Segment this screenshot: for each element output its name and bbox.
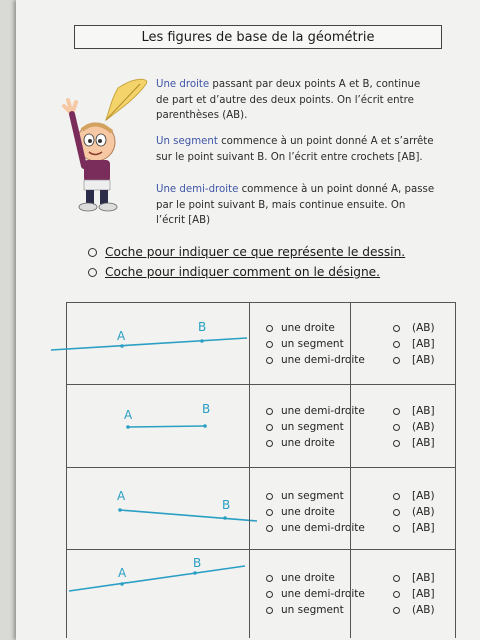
figure-options <box>252 488 365 536</box>
definition-demi-droite <box>156 182 436 229</box>
checkbox-circle-icon[interactable] <box>266 341 273 348</box>
checkbox-circle-icon[interactable] <box>393 440 400 447</box>
option-checkbox[interactable]: une droite <box>252 570 348 586</box>
figure-droite-drawing <box>67 303 249 384</box>
notation-checkbox[interactable]: [AB] <box>353 403 453 419</box>
column-divider <box>249 303 250 638</box>
figure-options <box>252 320 365 368</box>
option-checkbox[interactable]: une droite <box>252 435 348 451</box>
point-b-label: B <box>222 498 231 512</box>
checkbox-circle-icon[interactable] <box>393 509 400 516</box>
notation-checkbox[interactable]: (AB) <box>353 419 453 435</box>
checkbox-circle-icon[interactable] <box>266 440 273 447</box>
table-row <box>67 550 455 638</box>
checkbox-circle-icon[interactable] <box>266 424 273 431</box>
point-b-label: B <box>202 402 211 416</box>
point-a-label: A <box>118 566 127 580</box>
notation-options <box>353 570 453 618</box>
table-row <box>67 303 455 385</box>
point-a-label: A <box>117 329 126 343</box>
option-checkbox[interactable]: une demi-droite <box>252 520 348 536</box>
checkbox-circle-icon[interactable] <box>266 357 273 364</box>
definition-segment <box>156 134 436 165</box>
option-checkbox[interactable]: une demi-droite <box>252 352 348 368</box>
figure-segment-drawing <box>67 385 249 467</box>
instruction-notation <box>88 265 380 279</box>
option-checkbox[interactable]: une droite <box>252 504 348 520</box>
notation-options <box>353 320 453 368</box>
notation-checkbox[interactable]: [AB) <box>353 488 453 504</box>
notation-checkbox[interactable]: [AB] <box>353 586 453 602</box>
term-demi-droite: Une demi-droite <box>156 184 239 195</box>
worksheet-page <box>16 0 480 640</box>
bullet-circle-icon <box>88 268 97 277</box>
term-droite: Une droite <box>156 79 210 90</box>
table-row <box>67 385 455 468</box>
notation-checkbox[interactable]: [AB) <box>353 352 453 368</box>
notation-checkbox[interactable]: [AB] <box>353 520 453 536</box>
option-checkbox[interactable]: un segment <box>252 419 348 435</box>
notation-options <box>353 403 453 451</box>
figure-options <box>252 403 365 451</box>
checkbox-circle-icon[interactable] <box>393 575 400 582</box>
checkbox-circle-icon[interactable] <box>393 341 400 348</box>
point-a-label: A <box>124 408 133 422</box>
definition-demi-droite-text: commence à un point donné A, passe par le point suivant B, mais continue ensuite. On l’écrit [AB) <box>156 184 435 226</box>
option-checkbox[interactable]: un segment <box>252 336 348 352</box>
notation-options <box>353 488 453 536</box>
checkbox-circle-icon[interactable] <box>266 525 273 532</box>
checkbox-circle-icon[interactable] <box>393 607 400 614</box>
point-b-label: B <box>193 556 202 570</box>
bullet-circle-icon <box>88 248 97 257</box>
checkbox-circle-icon[interactable] <box>393 525 400 532</box>
checkbox-circle-icon[interactable] <box>266 325 273 332</box>
option-checkbox[interactable]: une demi-droite <box>252 403 348 419</box>
checkbox-circle-icon[interactable] <box>266 591 273 598</box>
mascot-kid-icon <box>56 74 148 214</box>
checkbox-circle-icon[interactable] <box>266 408 273 415</box>
instruction-figure-text: Coche pour indiquer ce que représente le dessin. <box>105 245 406 259</box>
checkbox-circle-icon[interactable] <box>266 509 273 516</box>
option-checkbox[interactable]: un segment <box>252 602 348 618</box>
instruction-notation-text: Coche pour indiquer comment on le désigne. <box>105 265 381 279</box>
notation-checkbox[interactable]: [AB] <box>353 336 453 352</box>
checkbox-circle-icon[interactable] <box>393 325 400 332</box>
instruction-figure <box>88 245 405 259</box>
checkbox-circle-icon[interactable] <box>266 493 273 500</box>
table-row <box>67 468 455 550</box>
checkbox-circle-icon[interactable] <box>393 357 400 364</box>
figure-options <box>252 570 365 618</box>
definition-segment-text: commence à un point donné A et s’arrête sur le point suivant B. On l’écrit entre crochets [AB]. <box>156 136 434 163</box>
option-checkbox[interactable]: une demi-droite <box>252 586 348 602</box>
figure-droite-drawing-2 <box>67 550 249 638</box>
figure-demi-droite-drawing <box>67 468 249 549</box>
checkbox-circle-icon[interactable] <box>266 607 273 614</box>
checkbox-circle-icon[interactable] <box>266 575 273 582</box>
point-b-label: B <box>198 320 207 334</box>
point-a-label: A <box>117 489 126 503</box>
definition-droite-text: passant par deux points A et B, continue de part et d’autre des deux points. On l’écrit entre parenthèses (AB). <box>156 79 421 121</box>
column-divider <box>350 303 351 638</box>
definition-droite <box>156 77 436 124</box>
term-segment: Un segment <box>156 136 218 147</box>
notation-checkbox[interactable]: (AB) <box>353 602 453 618</box>
checkbox-circle-icon[interactable] <box>393 408 400 415</box>
notation-checkbox[interactable]: (AB) <box>353 504 453 520</box>
option-checkbox[interactable]: un segment <box>252 488 348 504</box>
page-title: Les figures de base de la géométrie <box>74 25 442 49</box>
notation-checkbox[interactable]: [AB] <box>353 435 453 451</box>
checkbox-circle-icon[interactable] <box>393 424 400 431</box>
checkbox-circle-icon[interactable] <box>393 493 400 500</box>
notation-checkbox[interactable]: (AB) <box>353 320 453 336</box>
checkbox-circle-icon[interactable] <box>393 591 400 598</box>
notation-checkbox[interactable]: [AB] <box>353 570 453 586</box>
option-checkbox[interactable]: une droite <box>252 320 348 336</box>
exercise-table <box>66 302 456 638</box>
